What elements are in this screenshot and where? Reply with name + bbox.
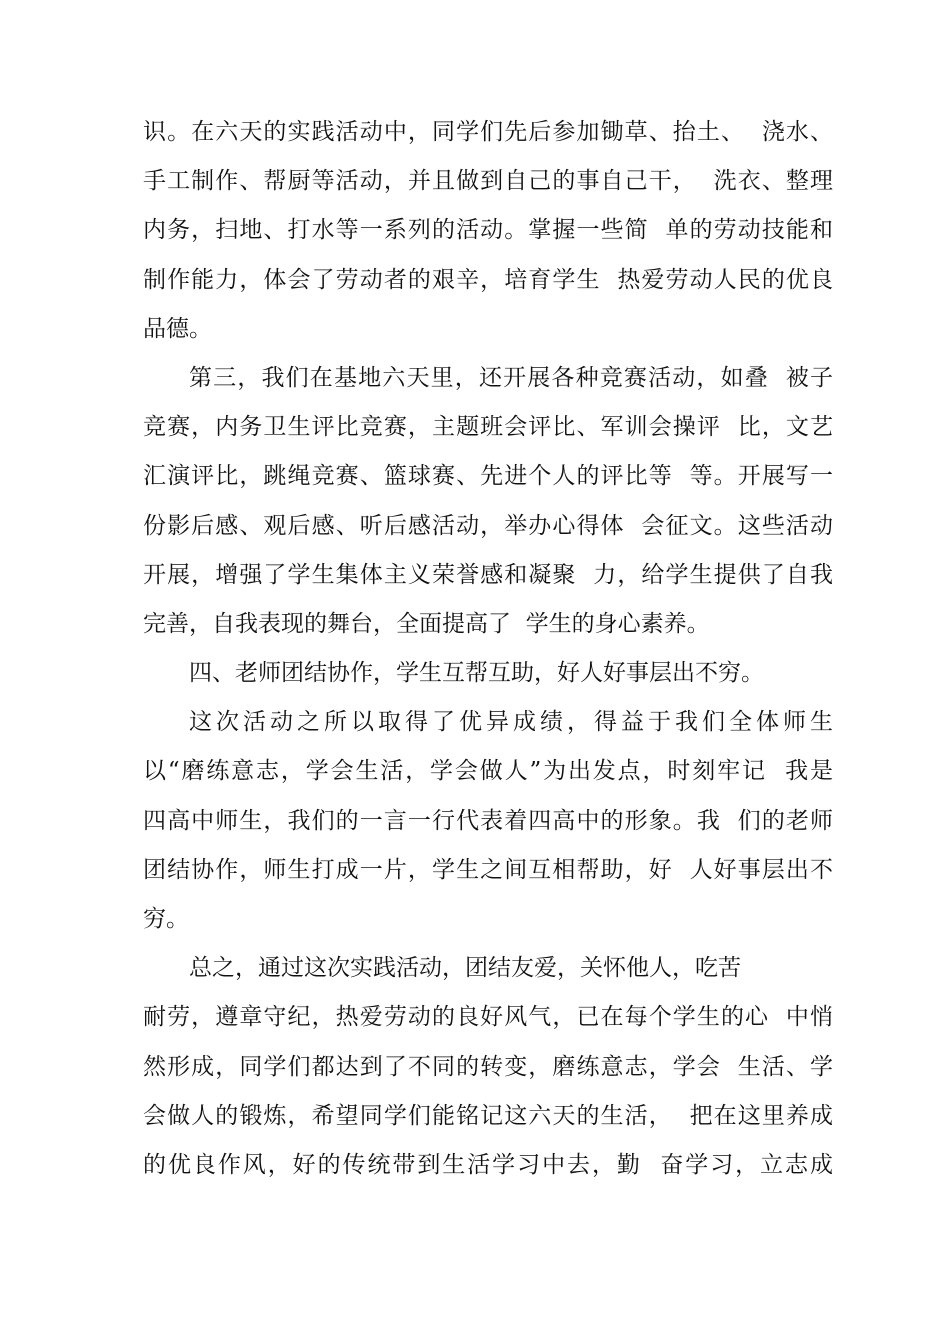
text-line: 穷。 [143, 906, 189, 932]
text-line: 会做人的锻炼，希望同学们能铭记这六天的生活， 把在这里养成 [143, 1102, 833, 1129]
text-line: 第三，我们在基地六天里，还开展各种竞赛活动，如叠 被子 [189, 364, 833, 391]
text-line: 的优良作风，好的传统带到生活学习中去，勤 奋学习，立志成 [143, 1151, 833, 1178]
body-text [143, 108, 833, 1190]
text-line: 手工制作、帮厨等活动，并且做到自己的事自己干， 洗衣、整理 [143, 168, 833, 195]
text-line: 品德。 [143, 315, 212, 342]
text-line: 然形成，同学们都达到了不同的转变，磨练意志，学会 生活、学 [143, 1053, 833, 1080]
text-line: 团结协作，师生打成一片，学生之间互相帮助，好 人好事层出不 [143, 856, 833, 883]
text-line: 开展，增强了学生集体主义荣誉感和凝聚 力，给学生提供了自我 [143, 561, 833, 588]
text-line: 份影后感、观后感、听后感活动，举办心得体 会征文。这些活动 [143, 512, 833, 539]
text-line: 识。在六天的实践活动中，同学们先后参加锄草、抬土、 浇水、 [143, 119, 833, 145]
text-line: 耐劳，遵章守纪，热爱劳动的良好风气，已在每个学生的心 中悄 [143, 1004, 833, 1031]
text-line: 制作能力，体会了劳动者的艰辛，培育学生 热爱劳动人民的优良 [143, 266, 833, 293]
text-line: 竞赛，内务卫生评比竞赛，主题班会评比、军训会操评 比，文艺 [143, 414, 833, 441]
text-line: 汇演评比，跳绳竞赛、篮球赛、先进个人的评比等 等。开展写一 [143, 463, 833, 490]
text-line: 总之，通过这次实践活动，团结友爱，关怀他人，吃苦 [189, 955, 741, 982]
text-line: 内务，扫地、打水等一系列的活动。掌握一些简 单的劳动技能和 [143, 217, 833, 244]
text-line: 完善，自我表现的舞台，全面提高了 学生的身心素养。 [143, 610, 710, 637]
section-heading: 四、老师团结协作，学生互帮互助，好人好事层出不穷。 [189, 660, 764, 687]
text-line: 以“磨练意志，学会生活，学会做人”为出发点，时刻牢记 我是 [143, 758, 833, 785]
text-line: 四高中师生，我们的一言一行代表着四高中的形象。我 们的老师 [143, 807, 833, 834]
text-line: 这次活动之所以取得了优异成绩，得益于我们全体师生 [189, 709, 833, 736]
